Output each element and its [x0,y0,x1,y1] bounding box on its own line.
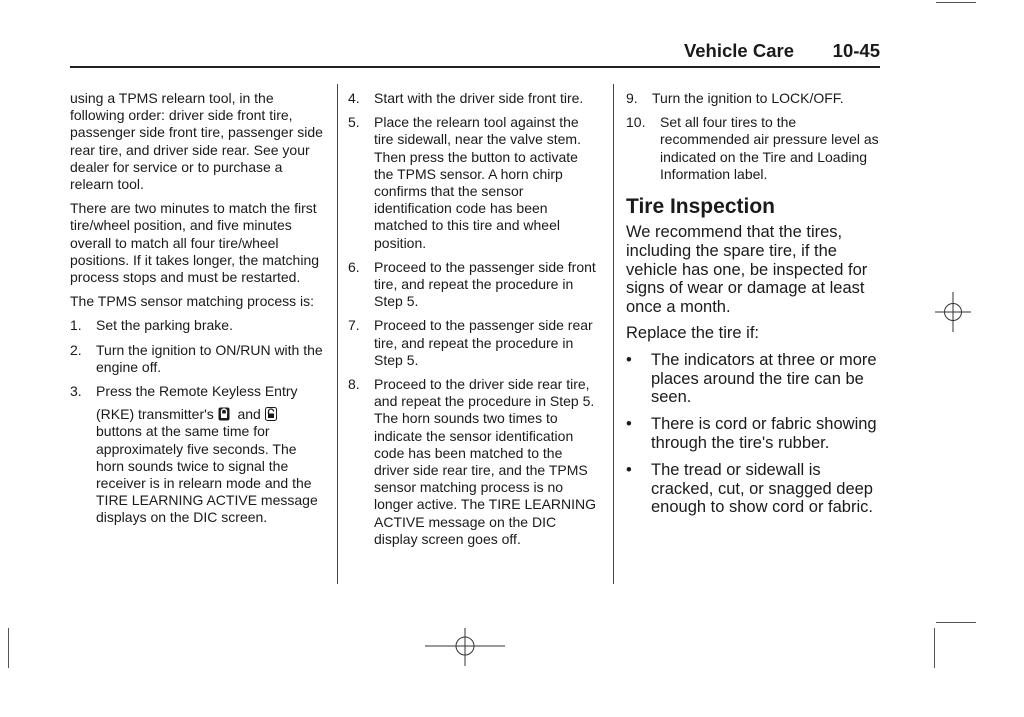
lock-icon [218,407,230,421]
column-1 [70,90,326,527]
column-3 [626,90,880,517]
column-divider-1 [337,84,338,584]
list-item: 4. Start with the driver side front tire. [348,90,584,106]
intro-paragraph: using a TPMS relearn tool, in the following order: driver side front tire, passenger side front tire, passenger side rear tire, and driver side rear. See your dealer for service or to purchase a relearn tool. [70,90,323,193]
page-header [600,40,880,62]
crop-mark-bottom-right-v [934,628,935,668]
list-item: 3. Press the Remote Keyless Entry (RKE) transmitter's and buttons at the same time for approximately five seconds. The horn sounds twice to signal the receiver is in relearn mode and the TIRE LEARNING ACTIVE message displays on the DIC screen. [70,383,318,526]
section-heading: Tire Inspection [626,195,775,219]
list-item: • The tread or sidewall is cracked, cut, or snagged deep enough to show cord or fabric. [626,460,873,517]
column-divider-2 [613,84,614,584]
list-item: 8. Proceed to the driver side rear tire, and repeat the procedure in Step 5. The horn sounds two times to indicate the sensor identification code has been matched to the driver side rear tire, and the TPMS sensor matching process is no longer active. The TIRE LEARNING ACTIVE message on the DIC display screen goes off. [348,376,597,547]
list-item: 9. Turn the ignition to LOCK/OFF. [626,90,844,106]
list-item: 2. Turn the ignition to ON/RUN with the engine off. [70,341,323,375]
list-item: • The indicators at three or more places around the tire can be seen. [626,350,877,407]
section-title: Vehicle Care [683,40,794,61]
page-number: 10-45 [832,40,880,61]
header-rule [70,66,880,68]
unlock-icon [265,407,277,421]
matching-paragraph: The TPMS sensor matching process is: [70,293,315,310]
list-item: 6. Proceed to the passenger side front tire, and repeat the procedure in Step 5. [348,258,596,310]
crop-mark-top-right [936,2,976,3]
replace-intro: Replace the tire if: [626,324,759,342]
column-2 [348,90,600,548]
list-item: 10. Set all four tires to the recommended air pressure level as indicated on the Tire and Loading Information label. [626,114,879,182]
inspection-paragraph: We recommend that the tires, including the spare tire, if the vehicle has one, be inspected for signs of wear or damage at least once a month. [626,223,868,317]
list-item: 5. Place the relearn tool against the tire sidewall, near the valve stem. Then press the button to activate the TPMS sensor. A horn chirp confirms that the sensor identification code has been matched to this tire and wheel position. [348,114,581,251]
list-item: • There is cord or fabric showing through the tire's rubber. [626,415,877,452]
list-item: 7. Proceed to the passenger side rear tire, and repeat the procedure in Step 5. [348,317,593,368]
list-item: 1. Set the parking brake. [70,317,233,334]
timing-paragraph: There are two minutes to match the first tire/wheel position, and five minutes overall to match all four tire/wheel positions. If it takes longer, the matching process stops and must be restarted. [70,200,320,286]
crop-mark-bottom-left-v [8,628,9,668]
registration-mark-bottom [425,626,505,666]
registration-mark-right [935,292,971,332]
crop-mark-bottom-right-h [936,622,976,623]
